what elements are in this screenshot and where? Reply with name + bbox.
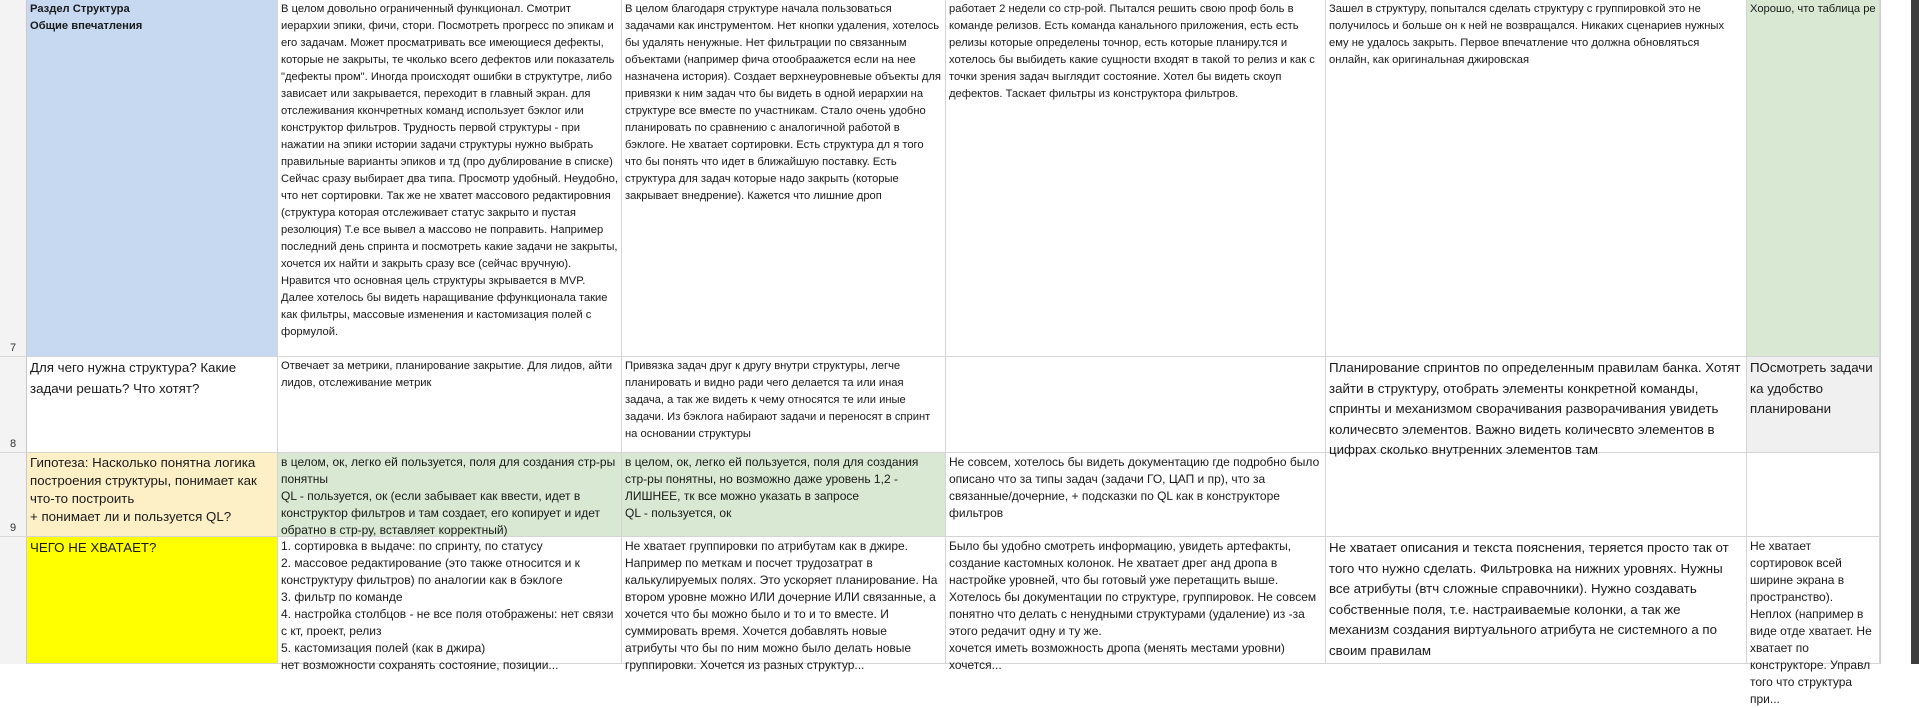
cell-text: Не хватает сортировок всей ширине экрана в пространство). Неплох (например в виде отде хватает. Не хватает по конструкторе. Управл того что структура при...: [1750, 539, 1872, 706]
cell-text: Для чего нужна структура? Какие задачи решать? Что хотят?: [30, 360, 237, 396]
cell-D8[interactable]: [946, 357, 1326, 453]
cell-A7-section-title[interactable]: [27, 0, 278, 357]
row-number: 9: [10, 522, 17, 534]
cell-E7[interactable]: [1326, 0, 1747, 357]
row-number: 8: [10, 438, 17, 450]
cell-D9[interactable]: [946, 453, 1326, 537]
cell-E10[interactable]: [1326, 537, 1747, 664]
cell-C10[interactable]: [622, 537, 946, 672]
cell-B7[interactable]: [278, 0, 622, 357]
cell-B8[interactable]: [278, 357, 622, 453]
scrollbar-track[interactable]: [1911, 0, 1919, 664]
cell-text: В целом довольно ограниченный функционал. Смотрит иерархии эпики, фичи, стори. Посмотреть прогресс по эпикам и его задачам. Может просматривать все имеющиеся дефекты, которые не закрыты, те чколько всего дефектов или показатель "дефекты пром". Иногда происходят ошибки в структутре, либо зависает или закрывается, переходит в главный экран. для отслеживания ккончретных команд использует бэклог или конструктор фильтров. Трудность первой структуры - при нажатии на эпики истории задачи структуры нужно выбрать правильные варианты эпиков и тд (про дублирование в списке) Сейчас сразу выбирает два типа. Просмотр удобный. Неудобно, что нет сортировки. Так же не хватет массового редактировния (структура которая отслеживает статус закрыто и пустая резолюция) Т.е все вывел а массово не поправить. Например последний день спринта и посмотреть какие задачи не закрыты, хочется их найти и закрыть сразу все (сейчас вручную). Нравится что основная цель структуры зкрывается в MVP. Далее хотелось бы видеть наращивание ффункционала такие как фильтры, массовые изменения и кастомизация полей с формулой.: [281, 3, 618, 338]
row-header-8[interactable]: [0, 357, 27, 453]
cell-E9[interactable]: [1326, 453, 1747, 537]
cell-A9-hypothesis[interactable]: [27, 453, 278, 537]
cell-A10-missing[interactable]: [27, 537, 278, 664]
row-header-10[interactable]: [0, 537, 27, 664]
cell-text: В целом благодаря структуре начала пользоваться задачами как инструментом. Нет кнопки удаления, хотелось бы удалять ненужные. Нет фильтрации по связанным объектами (например фича отообраажется если на нее назначена история). Создает верхнеуровневые объекты для привязки к ним задач что бы видеть в одной иерархии на структуре все вместе по участникам. Стало очень удобно планировать по сравнению с аналогичной работой в бэклоге. Не хватает сортировки. Есть структура дл я того что бы понять что идет в ближайшую поставку. Есть структура для задач которые надо закрыть (которые закрывает внедрение). Кажется что лишние дроп: [625, 3, 941, 202]
cell-F10[interactable]: [1747, 537, 1880, 706]
cell-A8-question[interactable]: [27, 357, 278, 453]
cell-text: Не хватает описания и текста пояснения, теряется просто так от того что нужно сделать. Фильтровка на нижних уровнях. Нужны все атрибуты (втч сложные справочники). Нужно создавать собственные поля, т.е. настраиваемые колонки, а так же механизм создания виртуального атрибута не системного а по своим правилам: [1329, 540, 1729, 658]
cell-text: Отвечает за метрики, планирование закрытие. Для лидов, айти лидов, отслеживание метрик: [281, 360, 613, 389]
cell-D7[interactable]: [946, 0, 1326, 357]
row-header-9[interactable]: [0, 453, 27, 537]
cell-text: 1. сортировка в выдаче: по спринту, по статусу 2. массовое редактирование (это также относится и к конструктуру фильтров) по аналогии как в бэклоге 3. фильтр по команде 4. настройка столбцов - не все поля отображены: нет связи с кт, проект, релиз 5. кастомизация полей (как в джира) нет возможности сохранять состояние, позиции...: [281, 539, 614, 672]
cell-C8[interactable]: [622, 357, 946, 453]
cell-text: в целом, ок, легко ей пользуется, поля для создания стр-ры понятны, но возможно даже уровень 1,2 - ЛИШНЕЕ, тк все можно указать в запросе QL - пользуется, ок: [625, 455, 919, 520]
cell-text: работает 2 недели со стр-рой. Пытался решить свою проф боль в команде релизов. Есть команда канального приложения, есть есть релизы которые определены точнор, есть которые планиру.тся и хотелось бы выбидеть какие сущности входят в такой то релиз и как с точки зрения задач выглядит состояние. Хотел бы видеть скоуп дефектов. Таскает фильтры из конструктора фильтров.: [949, 3, 1315, 100]
cell-B9[interactable]: [278, 453, 622, 537]
cell-text: ЧЕГО НЕ ХВАТАЕТ?: [30, 540, 157, 555]
cell-D10[interactable]: [946, 537, 1326, 672]
cell-text: Раздел Структура Общие впечатления: [30, 3, 143, 32]
cell-text: Планирование спринтов по определенным правилам банка. Хотят зайти в структуру, отобрать элементы конкретной команды, спринты и механизмом сворачивания разворачивания увидеть количесвто элементов. Важно видеть количесвто элементов в цифрах сколько внутренних элементов там: [1329, 360, 1741, 457]
cell-text: ПОсмотреть задачи ка удобство планировани: [1750, 360, 1873, 416]
cell-text: Привязка задач друг к другу внутри структуры, легче планировать и видно ради чего делается та или иная задача, а так же видеть к чему относятся те или иные задачи. Из бэклога набирают задачи и переносят в спринт на основании структуры: [625, 360, 931, 440]
cell-text: Зашел в структуру, попытался сделать структуру с группировкой это не получилось и больше он к ней не возвращался. Никаких сценариев нужных ему не удалось закрыть. Первое впечатление что должна обновляться онлайн, как оригинальная джировская: [1329, 3, 1725, 66]
cell-text: в целом, ок, легко ей пользуется, поля для создания стр-ры понятны QL - пользуется, ок (если забывает как ввести, идет в конструктор фильтров и там создает, его копирует и идет обратно в стр-ру, вставляет корректный): [281, 455, 616, 537]
row-header-7[interactable]: [0, 0, 27, 357]
cell-F7[interactable]: [1747, 0, 1880, 357]
cell-text: Не хватает группировки по атрибутам как в джире. Например по меткам и посчет трудозатрат в калькулируемых полях. Это ускоряет планирование. На втором уровне можно ИЛИ дочерние ИЛИ связанные, а хочется что бы можно было и то и то вместе. И суммировать время. Хочется добавлять новые атрибуты что бы по ним можно было делать новые группировки. Хочется из разных структур...: [625, 539, 938, 672]
cell-text: Гипотеза: Насколько понятна логика построения структуры, понимает как что-то построить + понимает ли и пользуется QL?: [30, 455, 257, 524]
cell-E8[interactable]: [1326, 357, 1747, 457]
vertical-scrollbar[interactable]: [1880, 0, 1919, 664]
cell-text: Было бы удобно смотреть информацию, увидеть артефакты, создание кастомных колонок. Не хватает дрег анд дропа в настройке уровней, что бы готовый уже перетащить выше. Хотелось бы документации по структуре, группировок. Не совсем понятно что делать с ненудными структурами (удаление) из -за этого редачит одну и ту же. хочется иметь возможность дропа (менять местами уровни) хочется...: [949, 539, 1317, 672]
cell-B10[interactable]: [278, 537, 622, 672]
row-number: 7: [10, 342, 17, 354]
cell-C7[interactable]: [622, 0, 946, 357]
cell-text: Не совсем, хотелось бы видеть документацию где подробно было описано что за типы задач (задачи ГО, ЦАП и пр), что за связанные/дочерние, + подсказки по QL как в конструкторе фильтров: [949, 455, 1320, 520]
cell-C9[interactable]: [622, 453, 946, 537]
cell-F8[interactable]: [1747, 357, 1880, 453]
cell-F9[interactable]: [1747, 453, 1880, 537]
cell-text: Хорошо, что таблица ре: [1750, 3, 1876, 15]
